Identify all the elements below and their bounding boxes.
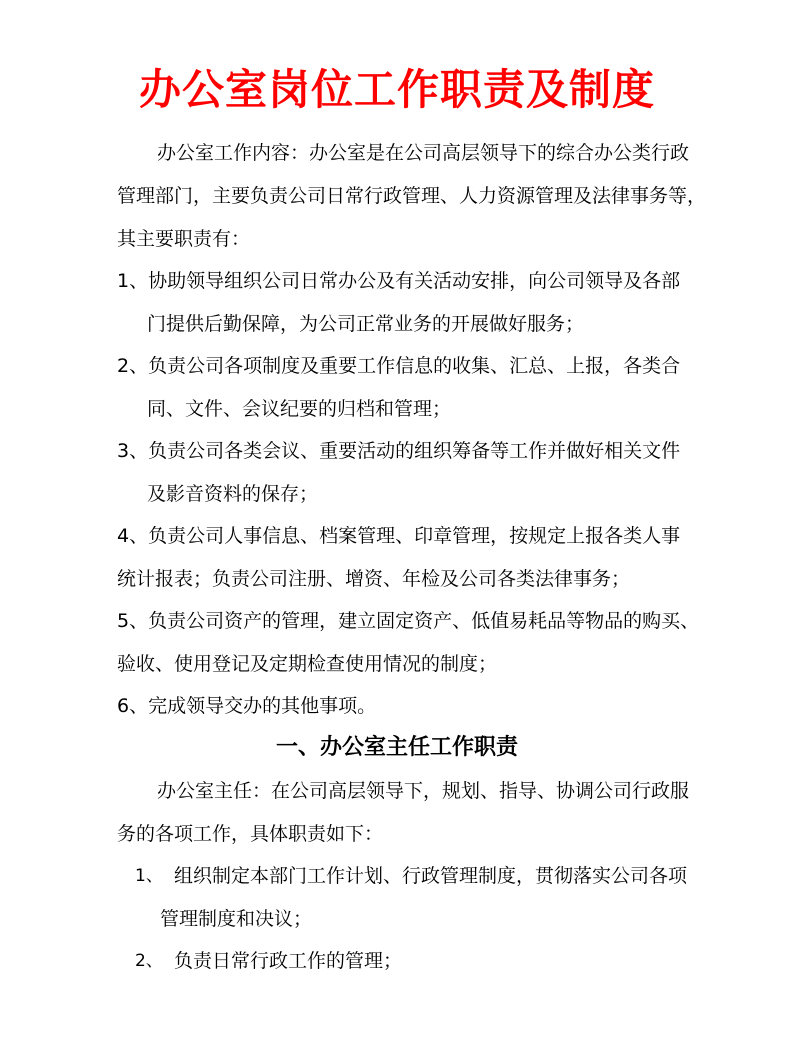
section-intro-line: 务的各项工作，具体职责如下： <box>117 823 384 845</box>
duty-item-5-line: 5、负责公司资产的管理，建立固定资产、低值易耗品等物品的购买、 <box>117 610 700 632</box>
duty-item-4-line: 4、负责公司人事信息、档案管理、印章管理，按规定上报各类人事 <box>117 525 681 547</box>
duty-item-1-line: 1、协助领导组织公司日常办公及有关活动安排，向公司领导及各部 <box>117 270 681 292</box>
duty-item-2-line: 同、文件、会议纪要的归档和管理； <box>147 398 452 420</box>
section-heading: 一、办公室主任工作职责 <box>275 735 518 760</box>
duty-item-1-line: 门提供后勤保障，为公司正常业务的开展做好服务； <box>147 313 585 335</box>
duty-item-5-line: 验收、使用登记及定期检查使用情况的制度； <box>117 653 498 675</box>
duty-item-6-line: 6、完成领导交办的其他事项。 <box>117 695 377 717</box>
intro-line: 其主要职责有： <box>117 228 251 250</box>
list-number: 1、 <box>135 866 163 886</box>
intro-line: 管理部门，主要负责公司日常行政管理、人力资源管理及法律事务等， <box>117 185 707 207</box>
list-number: 2、 <box>135 951 163 971</box>
section-item-2-line: 负责日常行政工作的管理； <box>174 950 403 972</box>
duty-item-3-line: 及影音资料的保存； <box>147 483 319 505</box>
duty-item-2-line: 2、负责公司各项制度及重要工作信息的收集、汇总、上报，各类合 <box>117 355 681 377</box>
duty-item-3-line: 3、负责公司各类会议、重要活动的组织筹备等工作并做好相关文件 <box>117 440 681 462</box>
document-title: 办公室岗位工作职责及制度 <box>138 65 655 114</box>
section-intro-line: 办公室主任：在公司高层领导下，规划、指导、协调公司行政服 <box>157 780 690 802</box>
section-item-1-line: 组织制定本部门工作计划、行政管理制度，贯彻落实公司各项 <box>174 865 688 887</box>
section-item-1-line: 管理制度和决议； <box>160 908 313 930</box>
intro-line: 办公室工作内容：办公室是在公司高层领导下的综合办公类行政 <box>157 142 690 164</box>
duty-item-4-line: 统计报表；负责公司注册、增资、年检及公司各类法律事务； <box>117 568 631 590</box>
